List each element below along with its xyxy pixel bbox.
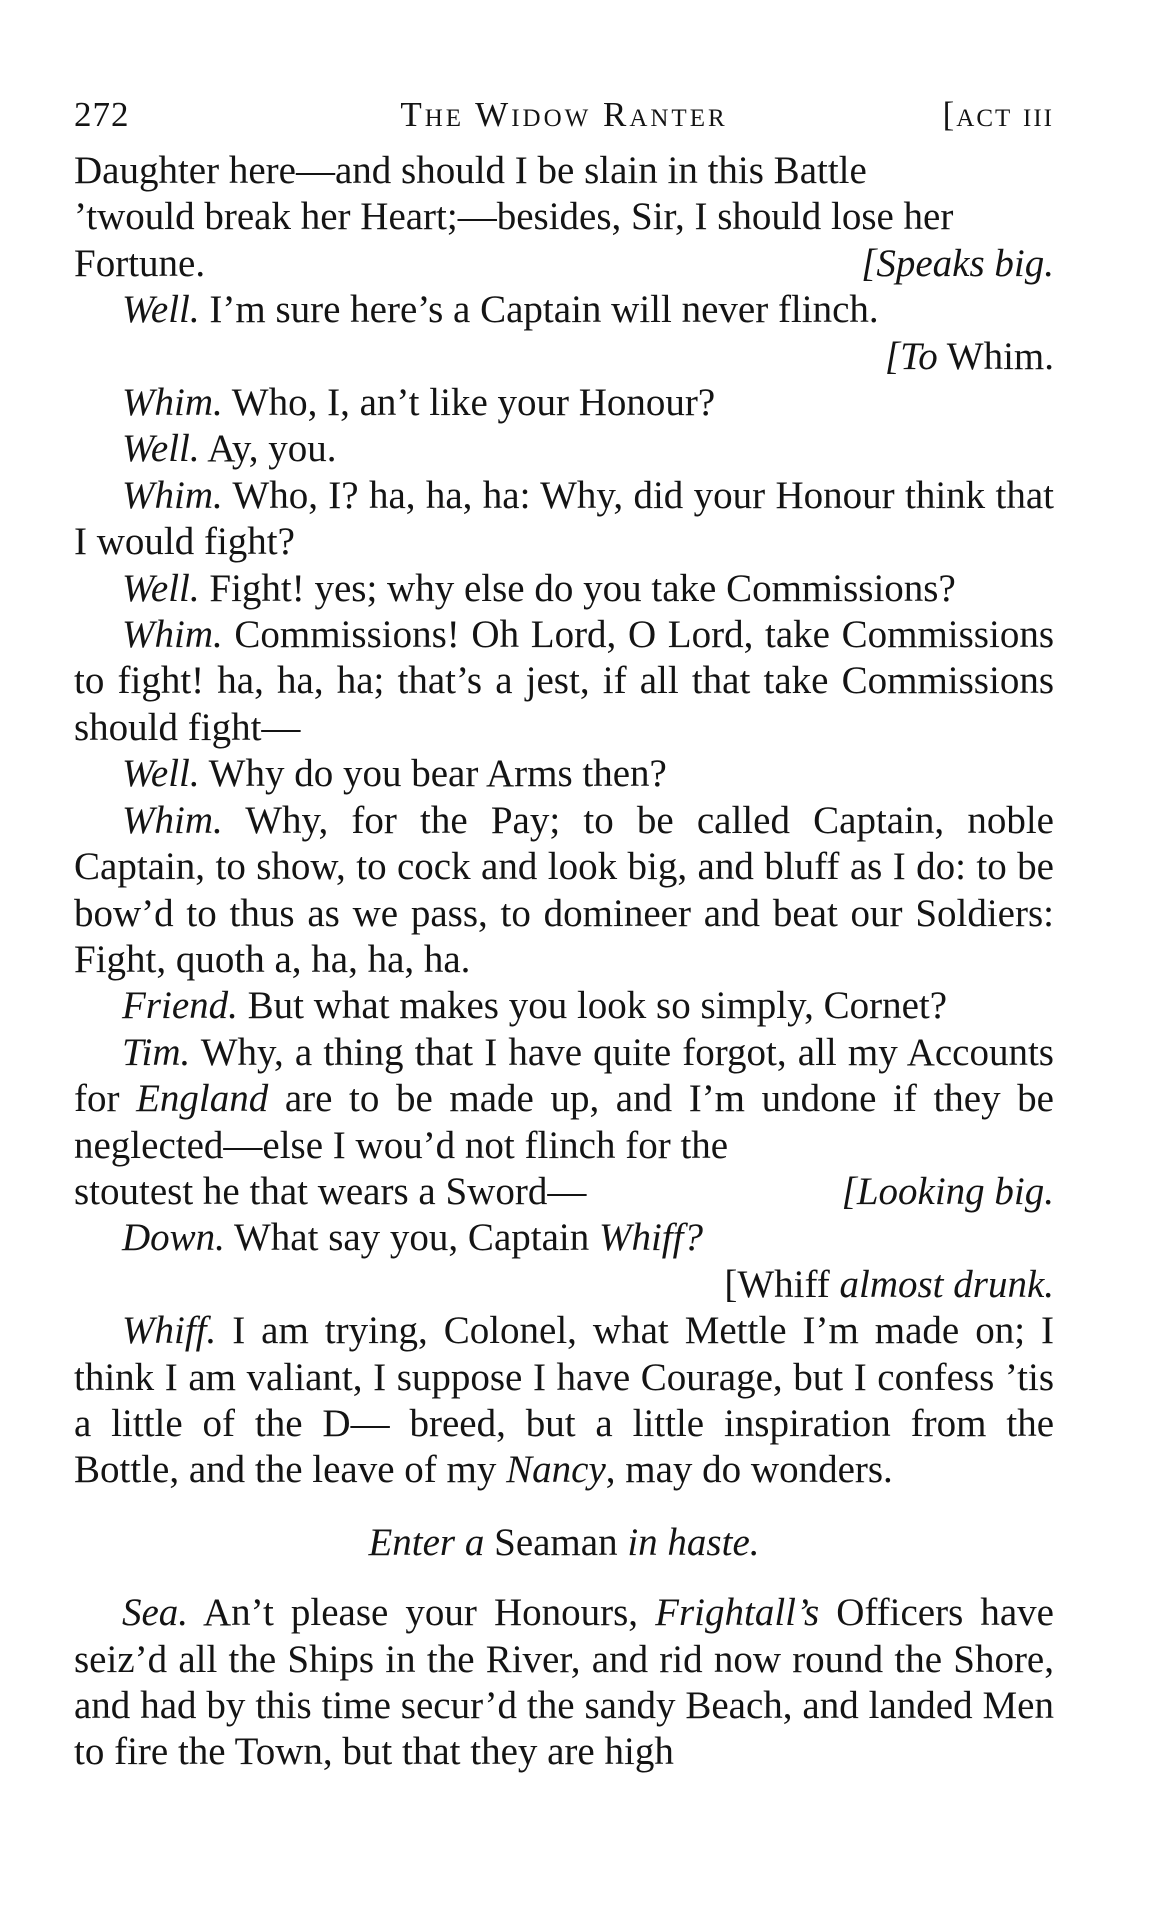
- speaker-name: Well.: [122, 427, 200, 471]
- speech: Whim. Who, I? ha, ha, ha: Why, did your Honour think that I would fight?: [74, 473, 1054, 564]
- speech: Whim. Commissions! Oh Lord, O Lord, take Commissions to fight! ha, ha, ha; that’s a jest, if all that take Commissions should fight—: [74, 613, 1054, 749]
- speaker-name: Whim.: [122, 381, 223, 425]
- text-line: Daughter here—and should I be slain in this Battle: [74, 149, 867, 192]
- entrance-direction: Enter a Seaman in haste.: [368, 1520, 760, 1564]
- character-name: Frightall’s: [655, 1591, 820, 1635]
- speech: Well. Ay, you.: [122, 427, 337, 471]
- speaker-name: Well.: [122, 752, 200, 796]
- place-name: England: [136, 1077, 269, 1121]
- speaker-name: Tim.: [122, 1030, 191, 1074]
- speech: Well. Fight! yes; why else do you take Commissions?: [122, 566, 956, 610]
- speech: Whiff. I am trying, Colonel, what Mettle I’m made on; I think I am valiant, I suppose I have Courage, but I confess ’tis a little of the D— breed, but a little inspiration from the Bottle, and the leave of my Nancy, may do wonders.: [74, 1309, 1054, 1492]
- stage-direction: [To Whim.: [884, 334, 1054, 378]
- speech: Sea. An’t please your Honours, Frightall’s Officers have seiz’d all the Ships in the River, and rid now round the Shore, and had by this time secur’d the sandy Beach, and landed Men to fire the Town, but that they are high: [74, 1591, 1054, 1774]
- stage-direction: [Whiff almost drunk.: [724, 1262, 1054, 1306]
- speaker-name: Friend.: [122, 984, 238, 1028]
- speech: Whim. Why, for the Pay; to be called Captain, noble Captain, to show, to cock and look big, and bluff as I do: to be bow’d to thus as we pass, to domineer and beat our Soldiers: Fight, quoth a, ha, ha, ha.: [74, 798, 1054, 981]
- speaker-name: Whim.: [122, 473, 223, 517]
- speech: Well. I’m sure here’s a Captain will never flinch.: [122, 288, 879, 332]
- character-name: Nancy: [506, 1448, 606, 1492]
- speaker-name: Whiff.: [122, 1309, 217, 1353]
- speaker-name: Well.: [122, 288, 200, 332]
- speaker-name: Sea.: [122, 1591, 189, 1635]
- running-header: [74, 92, 1054, 136]
- text-line: stoutest he that wears a Sword— [Looking big.: [74, 1169, 1054, 1215]
- speech: Friend. But what makes you look so simply, Cornet?: [122, 984, 948, 1028]
- play-text: [74, 148, 1054, 1776]
- running-title: The Widow Ranter: [400, 95, 728, 134]
- page-number: 272: [74, 95, 130, 134]
- speech: Well. Why do you bear Arms then?: [122, 752, 667, 796]
- text-line: Fortune. [Speaks big.: [74, 241, 1054, 287]
- character-name: Whiff?: [598, 1216, 703, 1260]
- speech: Down. What say you, Captain Whiff?: [122, 1216, 703, 1260]
- speaker-name: Down.: [122, 1216, 225, 1260]
- stage-direction: [Speaks big.: [861, 241, 1054, 285]
- speaker-name: Well.: [122, 566, 200, 610]
- speaker-name: Whim.: [122, 613, 223, 657]
- act-marker: [act iii: [942, 95, 1054, 134]
- speech: Tim. Why, a thing that I have quite forgot, all my Accounts for England are to be made up, and I’m undone if they be neglected—else I wou’d not flinch for the: [74, 1030, 1054, 1167]
- speech: Whim. Who, I, an’t like your Honour?: [122, 381, 716, 425]
- speaker-name: Whim.: [122, 798, 223, 842]
- stage-direction: [Looking big.: [841, 1169, 1054, 1213]
- text-line: ’twould break her Heart;—besides, Sir, I should lose her: [74, 195, 954, 239]
